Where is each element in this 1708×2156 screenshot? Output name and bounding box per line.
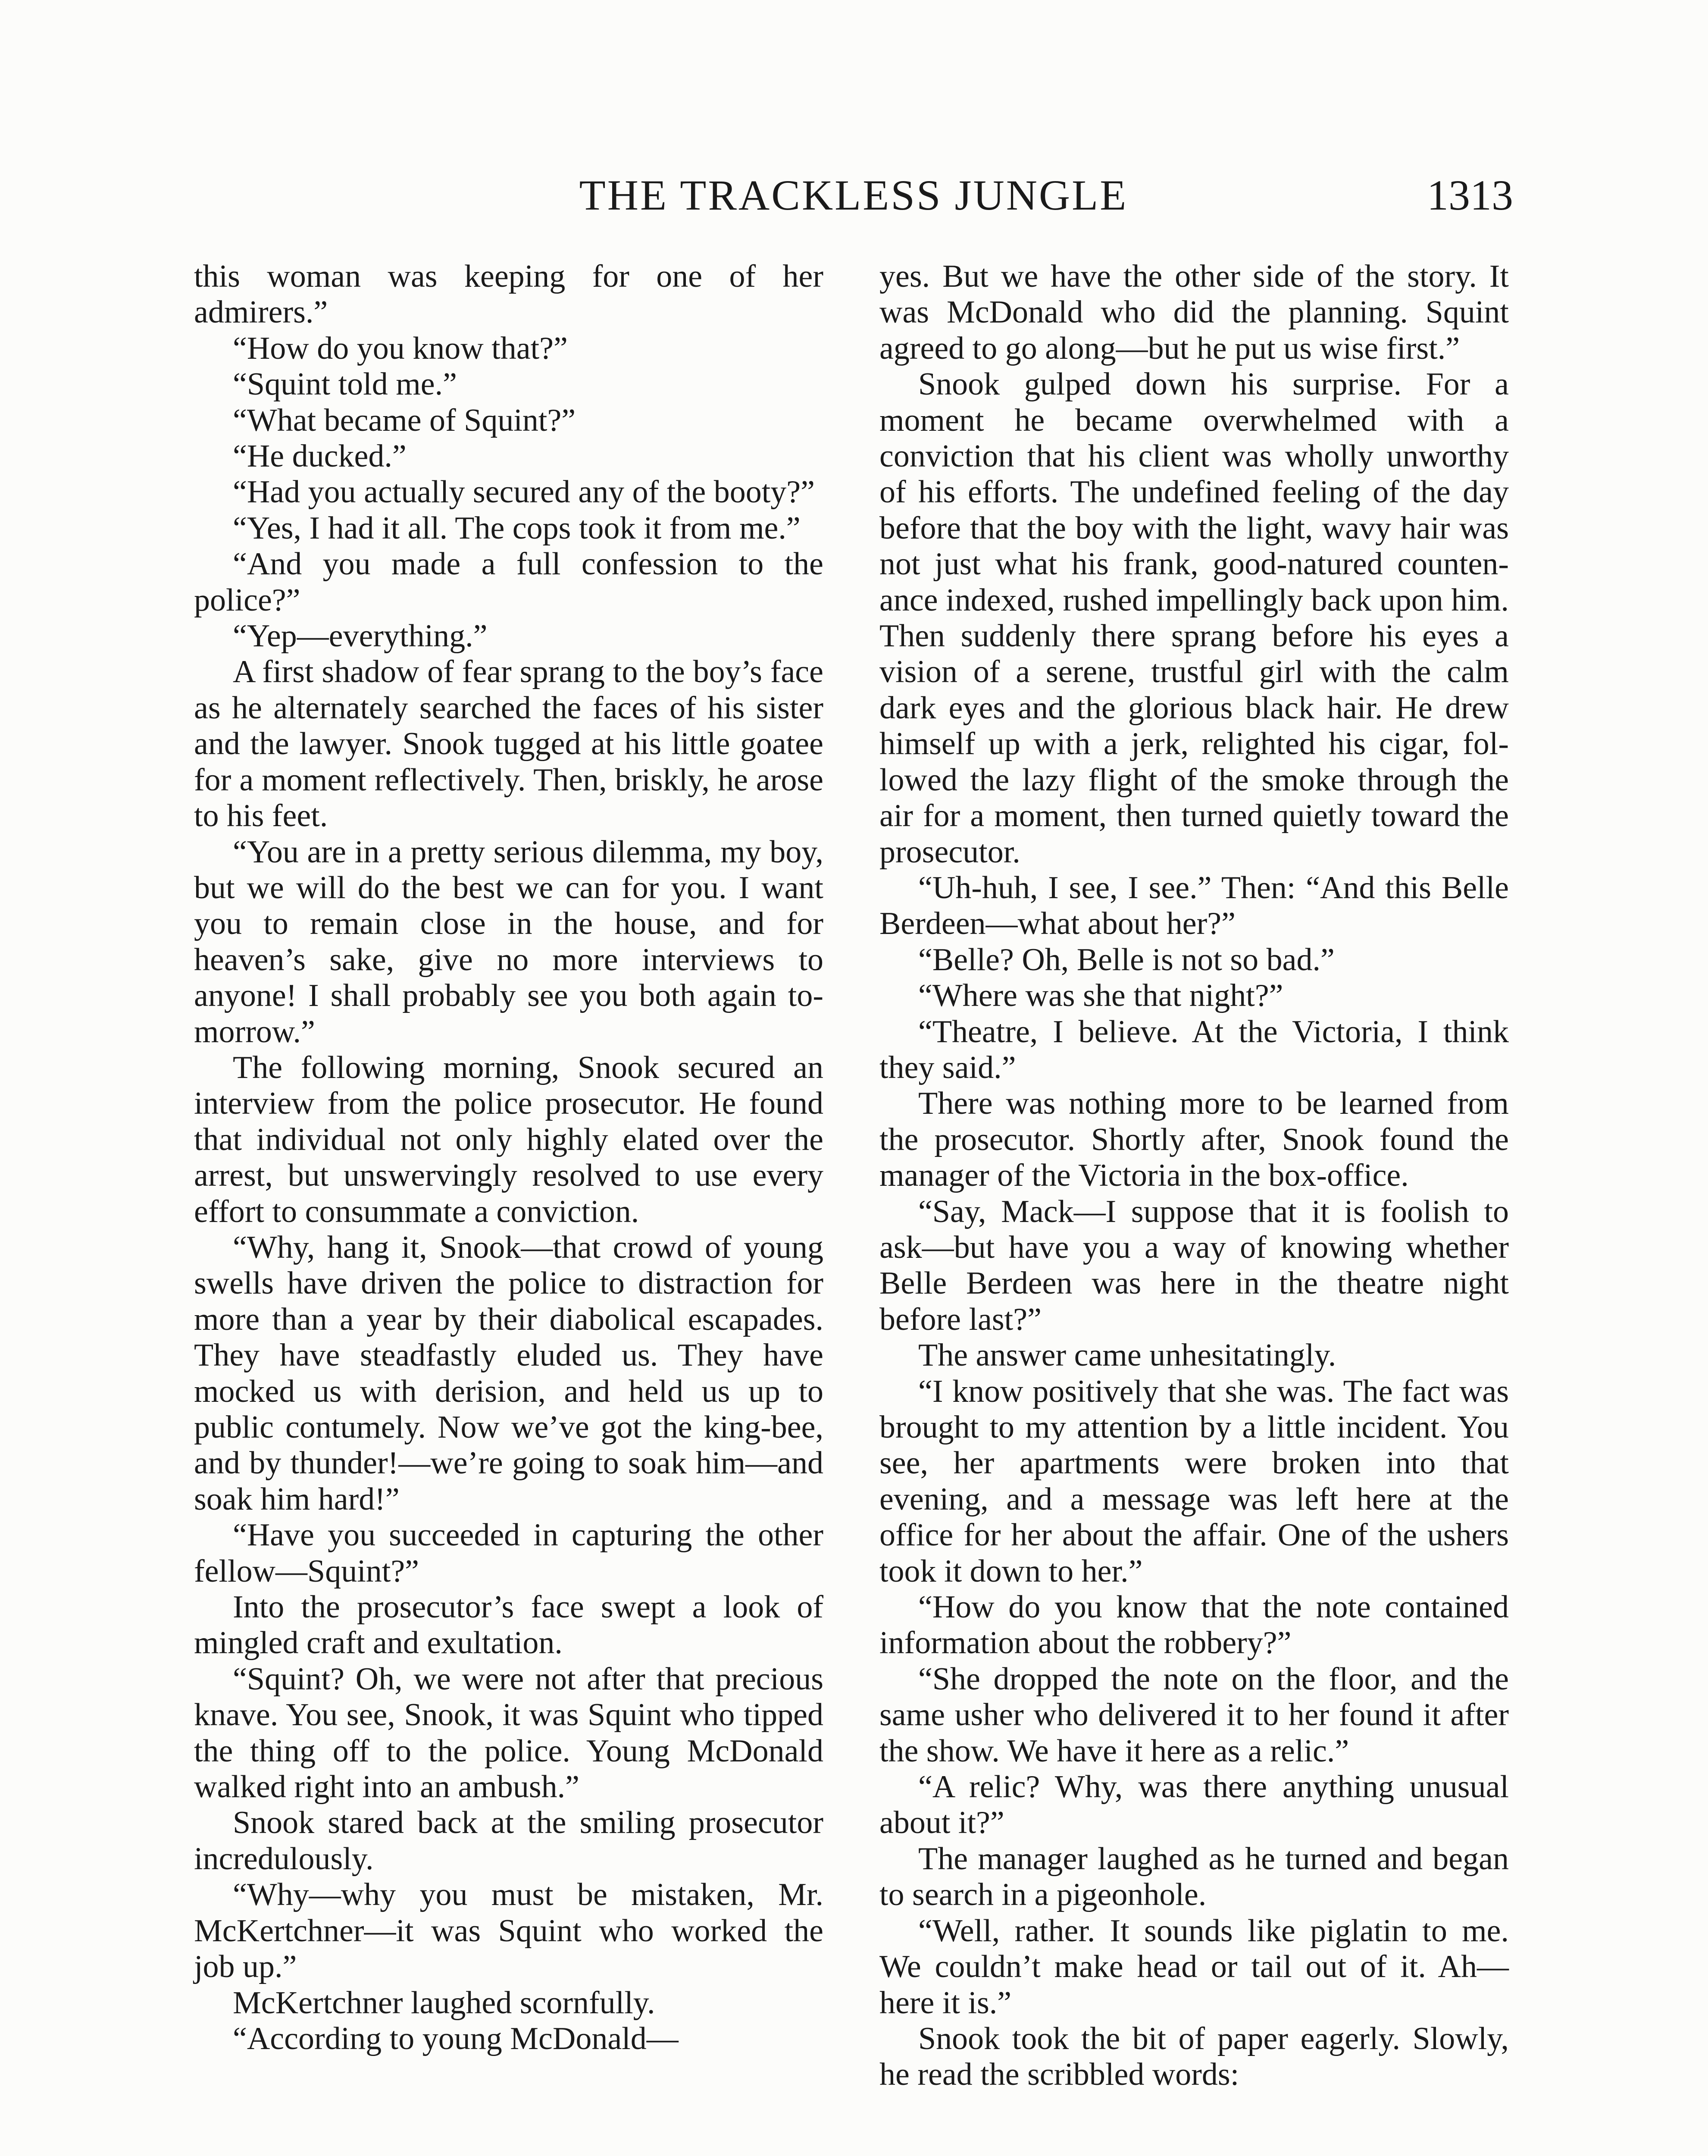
paragraph: The following morning, Snook secured an interview from the police prosecutor. He found that individual not only highly elated over the arrest, but unswervingly resolved to use every effort to consummate a conviction. xyxy=(194,1050,823,1229)
paragraph: A first shadow of fear sprang to the boy’s face as he alternately searched the faces of his sister and the lawyer. Snook tugged at his little goatee for a moment reflectively. Then, briskly, he arose to his feet. xyxy=(194,654,823,834)
paragraph: “Belle? Oh, Belle is not so bad.” xyxy=(918,942,1335,978)
paragraph: “You are in a pretty serious dilemma, my boy, but we will do the best we can for you. I want you to remain close in the house, and for heaven’s sake, give no more interviews to anyone! I shall probably see you both again tomorrow.” xyxy=(194,834,823,1050)
paragraph: “Well, rather. It sounds like piglatin to me. We couldn’t make head or tail out of it. Ah—here it is.” xyxy=(879,1913,1509,2021)
paragraph: The answer came unhesitatingly. xyxy=(918,1338,1336,1373)
paragraph: McKertchner laughed scornfully. xyxy=(233,1985,655,2021)
paragraph: Into the prosecutor’s face swept a look of mingled craft and exultation. xyxy=(194,1589,823,1661)
paragraph: “He ducked.” xyxy=(233,439,407,474)
paragraph: “According to young McDonald— xyxy=(233,2021,679,2056)
paragraph: Snook stared back at the smiling prosecutor incredulously. xyxy=(194,1805,823,1877)
paragraph: “How do you know that?” xyxy=(233,330,568,366)
right-column xyxy=(879,259,1509,2093)
paragraph: There was nothing more to be learned from the prosecutor. Shortly after, Snook found the manager of the Victoria in the box-office. xyxy=(879,1086,1509,1194)
paragraph: yes. But we have the other side of the story. It was McDonald who did the planning. Squint agreed to go along—but he put us wise first.” xyxy=(879,259,1509,366)
paragraph: “Why—why you must be mistaken, Mr. McKertchner—it was Squint who worked the job up.” xyxy=(194,1877,823,1985)
paragraph: “She dropped the note on the floor, and the same usher who delivered it to her found it after the show. We have it here as a relic.” xyxy=(879,1661,1509,1769)
paragraph: “Had you actually secured any of the booty?” xyxy=(233,474,815,510)
paragraph: “Yes, I had it all. The cops took it from me.” xyxy=(233,510,801,546)
paragraph: The manager laughed as he turned and began to search in a pigeonhole. xyxy=(879,1841,1509,1913)
paragraph: Snook took the bit of paper eagerly. Slowly, he read the scribbled words: xyxy=(879,2021,1509,2093)
paragraph: “How do you know that the note contained information about the robbery?” xyxy=(879,1589,1509,1661)
running-title: THE TRACKLESS JUNGLE xyxy=(579,171,1128,219)
page-number: 1313 xyxy=(1427,171,1513,219)
paragraph: “A relic? Why, was there anything unusual about it?” xyxy=(879,1769,1509,1841)
paragraph: “Yep—everything.” xyxy=(233,618,488,654)
running-header xyxy=(194,167,1513,223)
paragraph: “Theatre, I believe. At the Victoria, I think they said.” xyxy=(879,1014,1509,1085)
paragraph: “Squint told me.” xyxy=(233,367,457,402)
paragraph: “Say, Mack—I suppose that it is foolish to ask—but have you a way of knowing whether Belle Berdeen was here in the theatre night before last?” xyxy=(879,1194,1509,1337)
left-column xyxy=(194,259,823,2057)
paragraph: “And you made a full confession to the police?” xyxy=(194,546,823,618)
paragraph: “I know positively that she was. The fact was brought to my attention by a little incident. You see, her apartments were broken into that evening, and a message was left here at the office for her about the affair. One of the ushers took it down to her.” xyxy=(879,1373,1509,1589)
paragraph: “Have you succeeded in capturing the other fellow—Squint?” xyxy=(194,1517,823,1589)
paragraph: “Uh-huh, I see, I see.” Then: “And this Belle Berdeen—what about her?” xyxy=(879,870,1509,942)
paragraph: Snook gulped down his surprise. For a moment he became overwhelmed with a conviction that his client was wholly unworthy of his efforts. The undefined feeling of the day before that the boy with the light, wavy hair was not just what his frank, good-natured countenance indexed, rushed impellingly back upon him. Then suddenly there sprang before his eyes a vision of a serene, trustful girl with the calm dark eyes and the glorious black hair. He drew himself up with a jerk, relighted his cigar, followed the lazy flight of the smoke through the air for a moment, then turned quietly toward the prosecutor. xyxy=(879,367,1509,870)
paragraph: “Squint? Oh, we were not after that precious knave. You see, Snook, it was Squint who tipped the thing off to the police. Young McDonald walked right into an ambush.” xyxy=(194,1661,823,1805)
paragraph: this woman was keeping for one of her admirers.” xyxy=(194,259,823,330)
paragraph: “What became of Squint?” xyxy=(233,402,576,438)
paragraph: “Why, hang it, Snook—that crowd of young swells have driven the police to distraction for more than a year by their diabolical escapades. They have steadfastly eluded us. They have mocked us with derision, and held us up to public contumely. Now we’ve got the king-bee, and by thunder!—we’re going to soak him—and soak him hard!” xyxy=(194,1229,823,1517)
paragraph: “Where was she that night?” xyxy=(918,978,1283,1014)
